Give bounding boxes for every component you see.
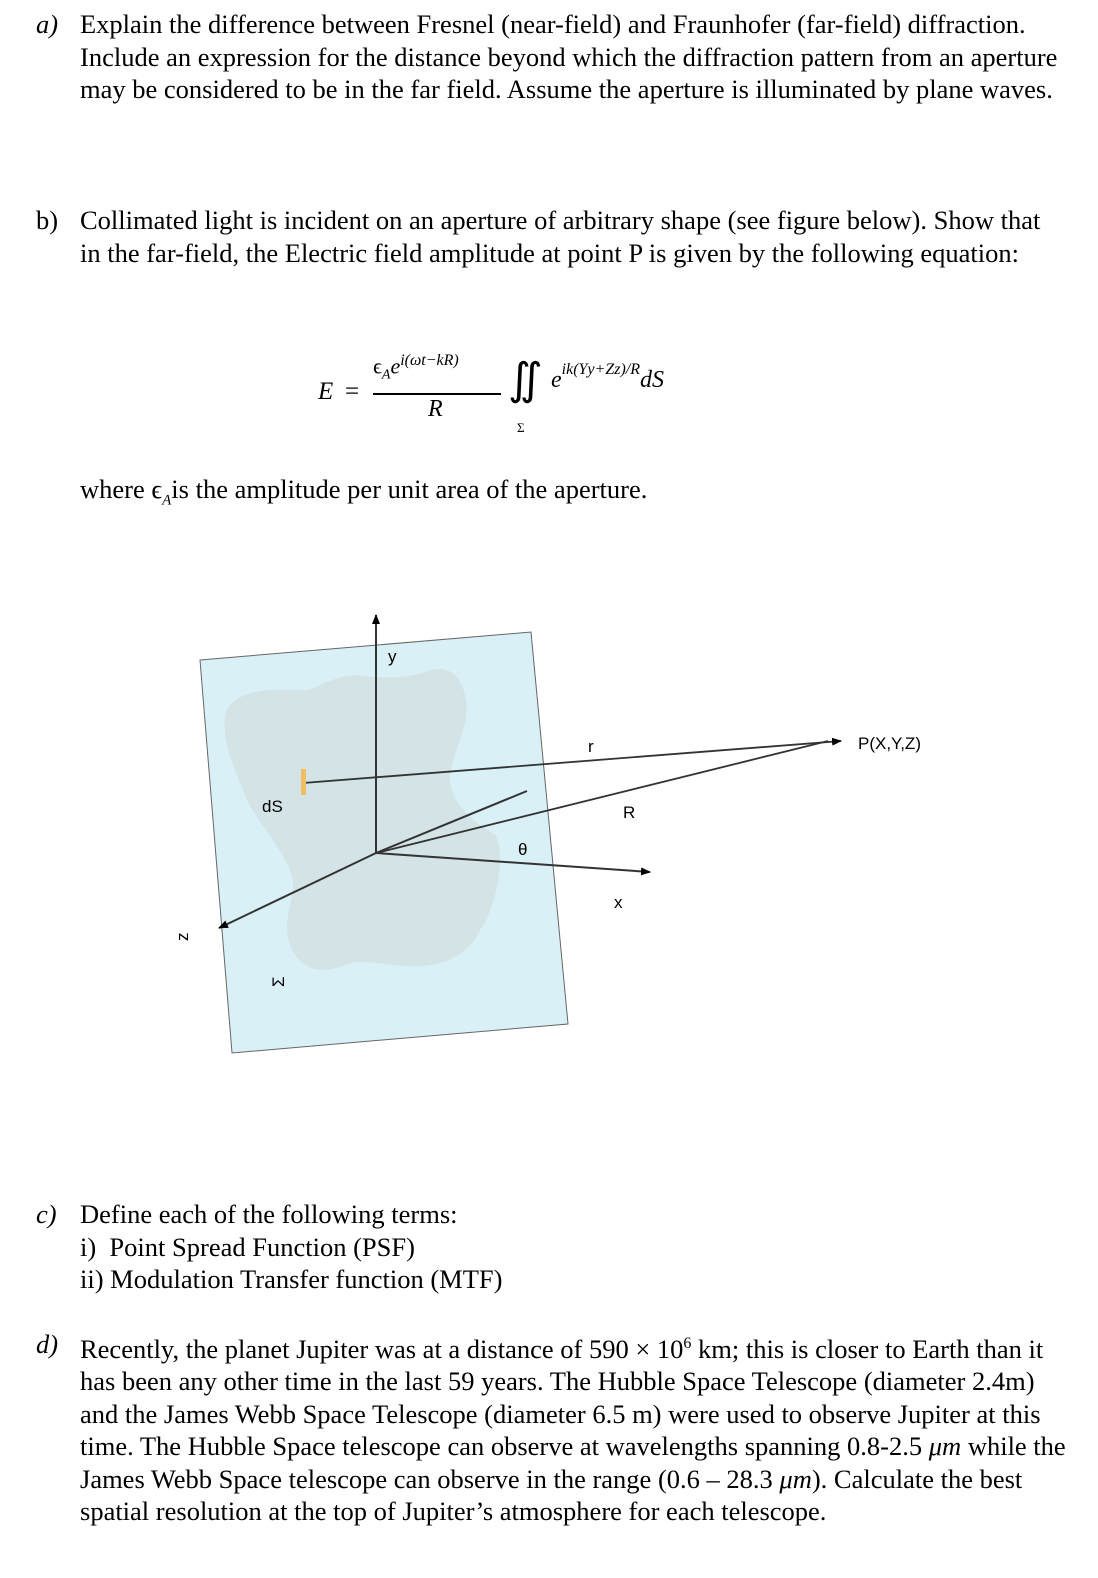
part-c-label: c)	[36, 1199, 57, 1229]
eq-numerator: $\epsilon_Ae^{i(\omega t-kR)}$	[373, 352, 459, 383]
label-theta: θ	[518, 840, 528, 859]
where-text: where $\epsilon_Ais$ the amplitude per unit area of the aperture.	[80, 474, 648, 509]
part-a-paragraph: Explain the difference between Fresnel (near-field) and Fraunhofer (far-field) diffraction. Include an expression for the distance beyond which the diffraction pattern from an aperture may be considered to be in the far field. Assume the aperture is illuminated by plane waves.	[80, 9, 1058, 104]
part-d-text	[80, 1328, 1070, 1528]
part-c-list	[80, 1231, 1065, 1296]
eq-integrand: $e^{ik(Yy+Zz)/R}dS$	[551, 361, 664, 393]
part-d-paragraph: Recently, the planet Jupiter was at a distance of $590 \times 10^6$ km; this is closer to Earth than it has been any other time in the last 59 years. The Hubble Space Telescope (diameter 2.4m) and the James Webb Space Telescope (diameter 6.5 m) were used to observe Jupiter at this time. The Hubble Space telescope can observe at wavelengths spanning 0.8-2.5 μm while the James Webb Space telescope can observe in the range (0.6 – 28.3 μm). Calculate the best spatial resolution at the top of Jupiter’s atmosphere for each telescope.	[80, 1333, 1066, 1527]
label-x: x	[614, 893, 623, 912]
part-d-label: d)	[36, 1329, 59, 1359]
label-R: R	[623, 803, 636, 822]
label-P: P(X,Y,Z)	[858, 734, 921, 753]
label-z: z	[173, 932, 192, 941]
part-a-label: a)	[36, 9, 59, 39]
eq-integral-subscript: Σ	[517, 420, 525, 435]
part-c-item-psf: i) Point Spread Function (PSF)	[80, 1231, 415, 1262]
part-c-intro: Define each of the following terms:	[80, 1199, 458, 1229]
eq-equals: =	[345, 378, 360, 405]
eq-denominator: R	[428, 396, 443, 422]
part-b-text	[80, 204, 1065, 269]
label-sigma: Σ	[269, 976, 288, 987]
eq-lhs: E	[318, 378, 334, 405]
area-element-dS	[301, 769, 306, 795]
part-c-item-mtf: ii) Modulation Transfer function (MTF)	[80, 1264, 503, 1294]
part-c-text	[80, 1198, 1065, 1296]
eq-fraction-bar	[373, 393, 501, 395]
part-b-label: b)	[36, 205, 59, 235]
label-r: r	[588, 737, 594, 756]
aperture-diffraction-figure	[0, 590, 1000, 1070]
part-a-text	[80, 8, 1065, 106]
label-y: y	[388, 647, 397, 666]
eq-integral: ∬	[508, 355, 543, 404]
label-dS: dS	[262, 797, 283, 816]
part-b-paragraph: Collimated light is incident on an aperture of arbitrary shape (see figure below). Show that in the far-field, the Electric field amplitude at point P is given by the following equation:	[80, 205, 1041, 268]
